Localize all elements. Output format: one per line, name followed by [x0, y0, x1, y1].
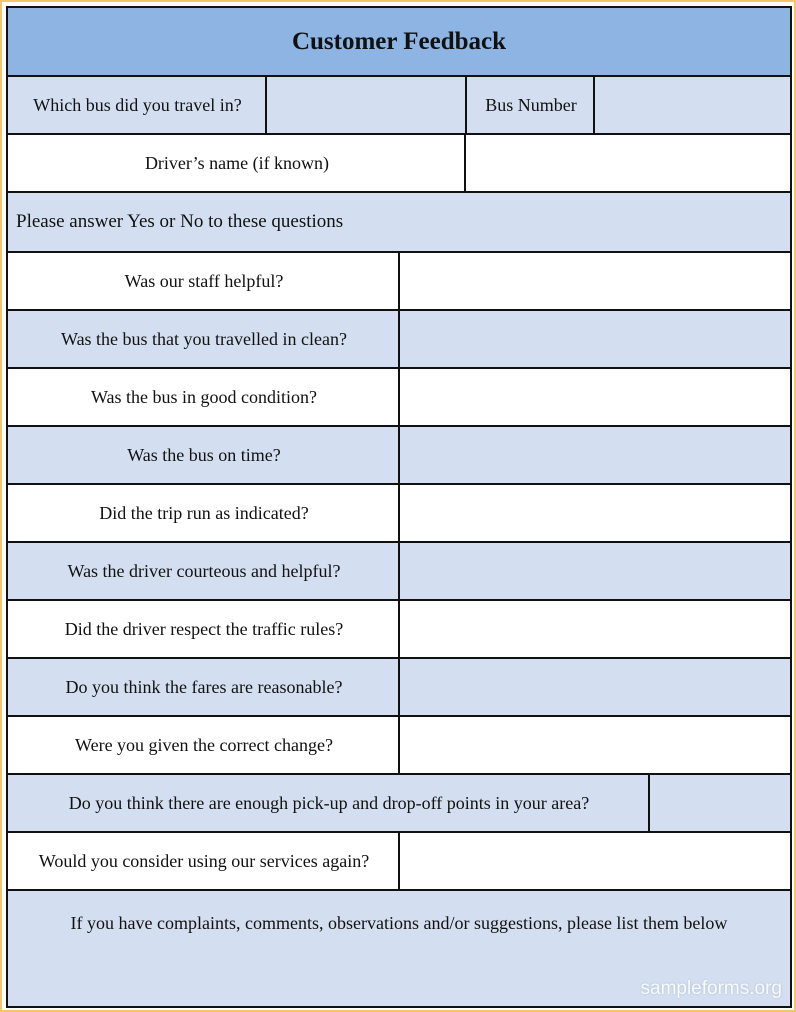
question-row [8, 775, 790, 833]
question-label: Were you given the correct change? [75, 734, 333, 755]
answer-field[interactable] [398, 833, 790, 889]
bus-number-field[interactable] [593, 77, 790, 133]
question-row [8, 485, 790, 543]
form-title: Customer Feedback [291, 27, 507, 55]
question-row [8, 253, 790, 311]
question-row [8, 311, 790, 369]
answer-field[interactable] [398, 311, 790, 367]
bus-answer-field[interactable] [265, 77, 467, 133]
title-row [8, 8, 790, 77]
answer-field[interactable] [398, 543, 790, 599]
section-row [8, 193, 790, 253]
question-row [8, 833, 790, 891]
driver-name-label: Driver’s name (if known) [144, 152, 330, 173]
driver-name-field[interactable] [464, 135, 790, 191]
question-label: Was the bus that you travelled in clean? [61, 328, 347, 349]
driver-row [8, 135, 790, 193]
question-label: Did the trip run as indicated? [99, 502, 309, 523]
question-label: Was our staff helpful? [124, 270, 284, 291]
feedback-form [6, 6, 792, 1008]
question-row [8, 659, 790, 717]
question-row [8, 717, 790, 775]
answer-field[interactable] [398, 659, 790, 715]
bus-question-label: Which bus did you travel in? [33, 94, 242, 115]
answer-field[interactable] [398, 369, 790, 425]
answer-field[interactable] [398, 253, 790, 309]
question-row [8, 543, 790, 601]
answer-field[interactable] [398, 427, 790, 483]
comments-area[interactable] [8, 891, 790, 1006]
question-label: Was the driver courteous and helpful? [67, 560, 341, 581]
question-label: Do you think there are enough pick-up and drop-off points in your area? [68, 792, 590, 813]
question-label: Do you think the fares are reasonable? [65, 676, 343, 697]
answer-field[interactable] [398, 717, 790, 773]
question-label: Was the bus on time? [127, 444, 281, 465]
section-label: Please answer Yes or No to these questions [16, 211, 344, 232]
answer-field[interactable] [398, 601, 790, 657]
bus-number-label: Bus Number [465, 77, 595, 133]
question-label: Would you consider using our services again? [38, 850, 370, 871]
question-label: Was the bus in good condition? [90, 386, 318, 407]
watermark: sampleforms.org [640, 978, 782, 999]
answer-field[interactable] [398, 485, 790, 541]
question-row [8, 601, 790, 659]
question-label: Did the driver respect the traffic rules? [64, 618, 344, 639]
comments-label: If you have complaints, comments, observations and/or suggestions, please list them below [70, 913, 728, 933]
question-row [8, 427, 790, 485]
bus-row [8, 77, 790, 135]
answer-field[interactable] [648, 775, 790, 831]
question-row [8, 369, 790, 427]
